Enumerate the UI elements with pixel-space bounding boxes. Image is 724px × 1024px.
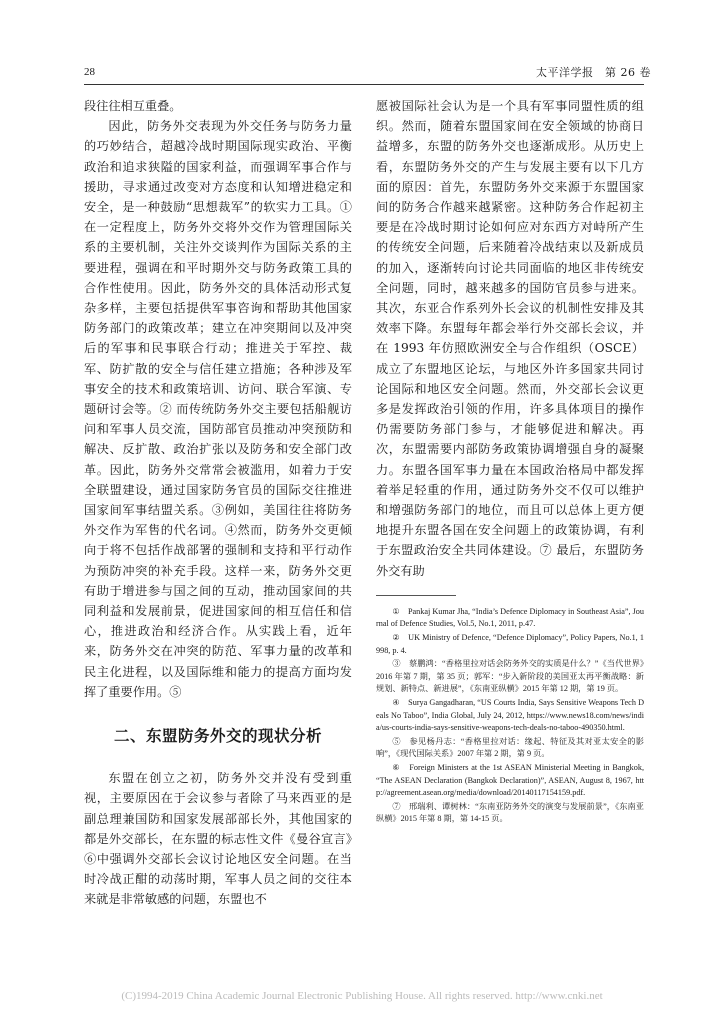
journal-running-head: 太平洋学报 第 26 卷 [536, 66, 651, 79]
footnote: ⑥ Foreign Ministers at the 1st ASEAN Ministerial Meeting in Bangkok, “The ASEAN Declaration (Bangkok Declaration)”, ASEAN, August 8, 1967, http://agreement.asean.org/media/download/20140117154159.pdf. [376, 763, 644, 798]
section-title: 二、东盟防务外交的现状分析 [113, 726, 322, 746]
body-paragraph: 段往往相互重叠。 [84, 99, 182, 113]
left-column [84, 96, 352, 910]
footnote-rule [376, 595, 456, 596]
page-number: 28 [84, 66, 95, 78]
body-paragraph: 东盟在创立之初，防务外交并没有受到重视，主要原因在于会议参与者除了马来西亚的是副总理兼国防和国家发展部部长外，其他国家的都是外交部长，在东盟的标志性文件《曼谷宣言》⑥中强调外交部长会议讨论地区安全问题。在当时冷战正酣的动荡时期，军事人员之间的交往本来就是非常敏感的问题，东盟也不 [84, 771, 352, 907]
footnote: ⑦ 邢瑞利、谭树林：“东南亚防务外交的演变与发展前景”，《东南亚纵横》2015 年第 8 期，第 14-15 页。 [376, 801, 644, 824]
header-rule [84, 84, 644, 85]
body-paragraph: 愿被国际社会认为是一个具有军事同盟性质的组织。然而，随着东盟国家间在安全领域的协商日益增多，东盟的防务外交也逐渐成形。从历史上看，东盟防务外交的产生与发展主要有以下几方面的原因：首先，东盟防务外交来源于东盟国家间的防务合作越来越紧密。这种防务合作起初主要是在冷战时期讨论如何应对东西方对峙所产生的传统安全问题，后来随着冷战结束以及新成员的加入，逐渐转向讨论共同面临的地区非传统安全问题，同时，越来越多的国防官员参与进来。其次，东亚合作系列外长会议的机制性安排及其效率下降。东盟每年都会举行外交部长会议，并在 1993 年仿照欧洲安全与合作组织（OSCE）成立了东盟地区论坛，与地区外许多国家共同讨论国际和地区安全问题。然而，外交部长会议更多是发挥政治引领的作用，许多具体项目的操作仍需要防务部门参与，才能够促进和解决。再次，东盟需要内部防务政策协调增强自身的凝聚力。东盟各国军事力量在本国政治格局中都发挥着举足轻重的作用，通过防务外交不仅可以维护和增强防务部门的地位，而且可以总体上更方便地提升东盟各国在安全问题上的政策协调，有利于东盟政治安全共同体建设。⑦ 最后，东盟防务外交有助 [376, 99, 644, 578]
footnote: ⑤ 参见杨丹志：“香格里拉对话：缘起、特征及其对亚太安全的影响”，《现代国际关系》2007 年第 2 期，第 9 页。 [376, 736, 644, 759]
copyright-watermark: (C)1994-2019 China Academic Journal Electronic Publishing House. All rights reserved. http://www.cnki.net [121, 990, 603, 1002]
footnote: ① Pankaj Kumar Jha, “India’s Defence Diplomacy in Southeast Asia”, Journal of Defence Studies, Vol.5, No.1, 2011, p.47. [376, 606, 644, 629]
footnote: ③ 蔡鹏鸿：“香格里拉对话会防务外交的实质是什么？”《当代世界》2016 年第 7 期，第 35 页；郭军：“步入新阶段的美国亚太再平衡战略：新规划、新特点、新进展”，《东南亚纵横》2015 年第 12 期，第 19 页。 [376, 659, 644, 694]
footnote: ④ Surya Gangadharan, “US Courts India, Says Sensitive Weapons Tech Deals No Taboo”, India Global, July 24, 2012, https://www.news18.com/news/india/us-courts-india-says-sensitive-weapons-tech-deals-no-taboo-490350.html. [376, 698, 644, 733]
body-paragraph: 因此，防务外交表现为外交任务与防务力量的巧妙结合，超越冷战时期国际现实政治、平衡政治和追求狭隘的国家利益，而强调军事合作与援助，寻求通过改变对方态度和认知增进稳定和安全，是一种鼓励“思想裁军”的软实力工具。①在一定程度上，防务外交将外交作为管理国际关系的主要机制，关注外交谈判作为国际关系的主要进程，强调在和平时期外交与防务政策工具的合作性使用。因此，防务外交的具体活动形式复杂多样，主要包括提供军事咨询和帮助其他国家防务部门的政策改革；建立在冲突期间以及冲突后的军事和民事联合行动；推进关于军控、裁军、防扩散的安全与信任建立措施；各种涉及军事安全的技术和政策培训、访问、联合军演、专题研讨会等。② 而传统防务外交主要包括船舰访问和军事人员交流，国防部官员推动冲突预防和解决、反扩散、政治扩张以及防务和安全部门改革。因此，防务外交常常会被滥用，如着力于安全联盟建设，通过国家防务官员的国际交往推进国家间军事结盟关系。③例如，美国往往将防务外交作为军售的代名词。④然而，防务外交更倾向于将不包括作战部署的强制和支持和平行动作为预防冲突的补充手段。这样一来，防务外交更有助于增进参与国之间的互动，推动国家间的共同利益和发展前景，促进国家间的相互信任和信心，推进政治和经济合作。从实践上看，近年来，防务外交在冲突的防范、军事力量的改革和民主化进程，以及国际维和能力的提高方面均发挥了重要作用。⑤ [84, 119, 352, 699]
footnote: ② UK Ministry of Defence, “Defence Diplomacy”, Policy Papers, No.1, 1998, p. 4. [376, 633, 644, 655]
right-column [376, 96, 644, 827]
